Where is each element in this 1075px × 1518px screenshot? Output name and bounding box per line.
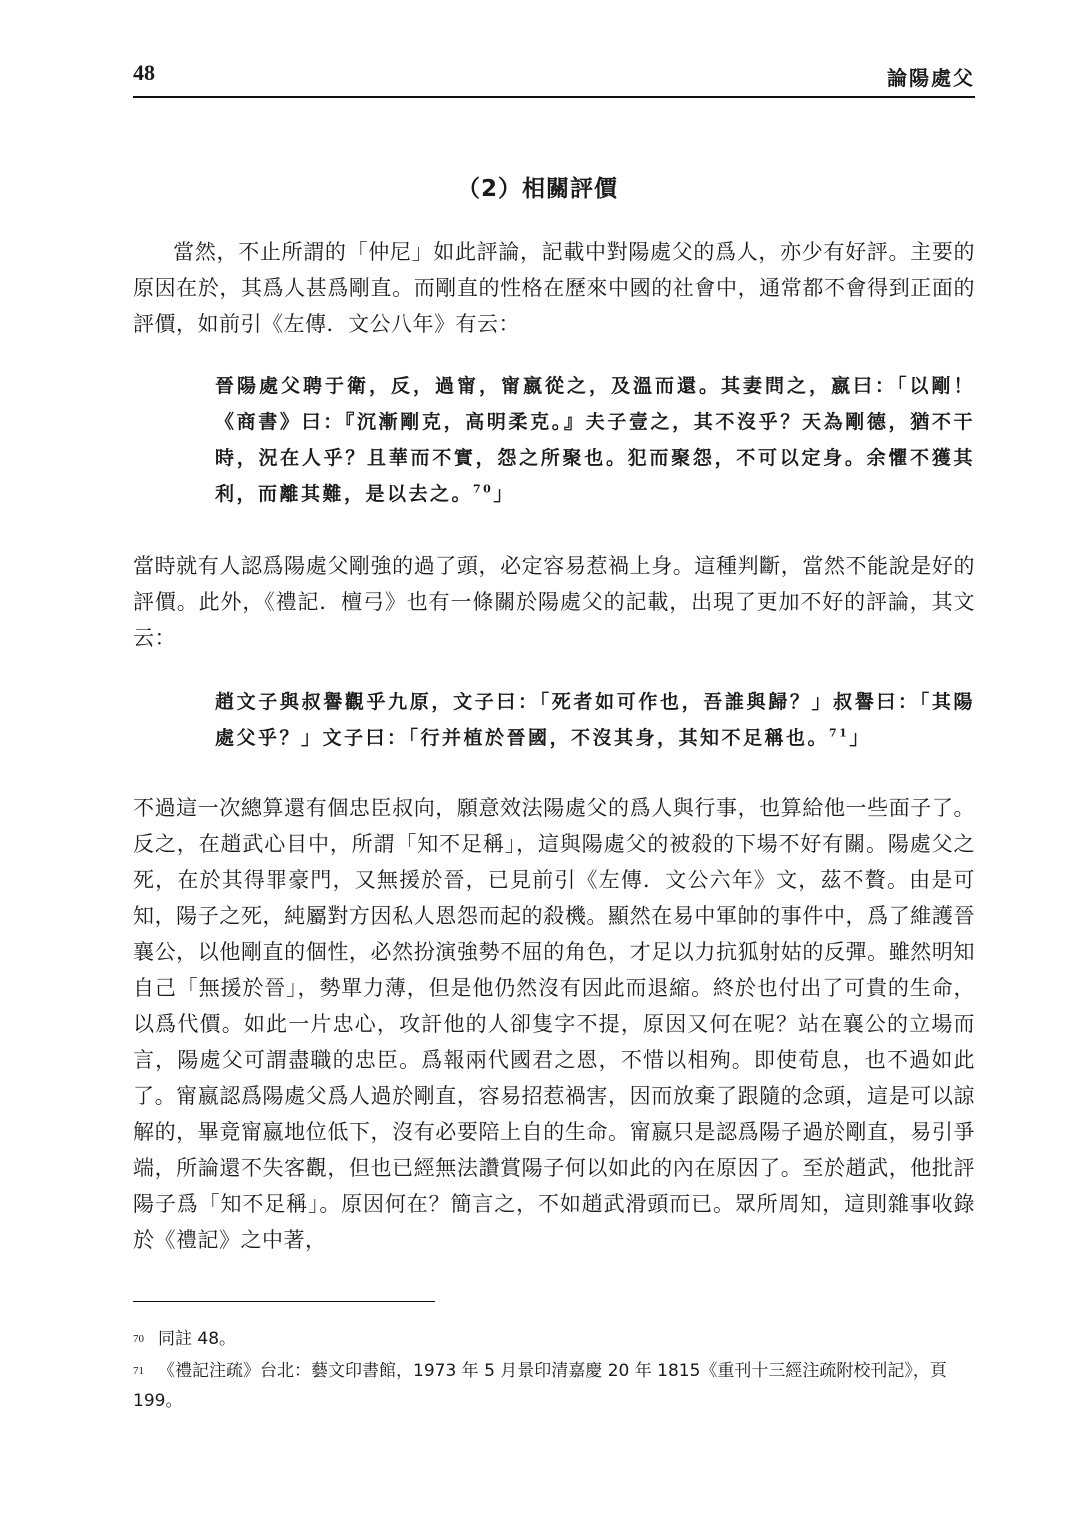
paragraph-1 bbox=[133, 234, 975, 342]
footnote-mark: 70 bbox=[133, 1333, 144, 1345]
page-number: 48 bbox=[133, 60, 155, 85]
footnote-separator bbox=[133, 1301, 435, 1302]
page-header bbox=[133, 60, 975, 90]
block-quote-1-text: 晉陽處父聘于衛，反，過甯，甯嬴從之，及溫而還。其妻問之，嬴曰：「以剛！《商書》曰：『沉漸剛克，高明柔克。』夫子壹之，其不沒乎？天為剛德，猶不干時，況在人乎？且華而不實，怨之所聚也。犯而聚怨，不可以定身。余懼不獲其利，而離其難，是以去之。 bbox=[215, 375, 975, 505]
footnote-71 bbox=[133, 1356, 975, 1416]
block-quote-2 bbox=[215, 684, 975, 756]
section-title: （2）相關評價 bbox=[456, 176, 618, 202]
block-quote-1-end: 」 bbox=[493, 483, 515, 505]
footnote-ref-71[interactable]: 71 bbox=[829, 726, 850, 740]
running-title: 論陽處父 bbox=[887, 66, 975, 90]
footnote-text: 《禮記注疏》台北：藝文印書館，1973 年 5 月景印清嘉慶 20 年 1815《重刊十三經注疏附校刊記》，頁 199。 bbox=[133, 1361, 947, 1411]
block-quote-1 bbox=[215, 368, 975, 512]
footnote-text: 同註 48。 bbox=[158, 1329, 237, 1349]
paragraph-2 bbox=[133, 548, 975, 656]
block-quote-2-end: 」 bbox=[849, 727, 871, 749]
footnote-ref-70[interactable]: 70 bbox=[473, 482, 494, 496]
paragraph-1-text: 當然，不止所謂的「仲尼」如此評論，記載中對陽處父的爲人，亦少有好評。主要的原因在於，其爲人甚爲剛直。而剛直的性格在歷來中國的社會中，通常都不會得到正面的評價，如前引《左傳．文公八年》有云： bbox=[133, 240, 975, 336]
footnote-mark: 71 bbox=[133, 1365, 144, 1377]
footnote-70 bbox=[133, 1324, 975, 1354]
header-rule bbox=[133, 96, 975, 98]
block-quote-2-text: 趙文子與叔譽觀乎九原，文子曰：「死者如可作也，吾誰與歸？」叔譽曰：「其陽處父乎？」文子曰：「行并植於晉國，不沒其身，其知不足稱也。 bbox=[215, 691, 975, 749]
paragraph-3-text: 不過這一次總算還有個忠臣叔向，願意效法陽處父的爲人與行事，也算給他一些面子了。反之，在趙武心目中，所謂「知不足稱」，這與陽處父的被殺的下場不好有關。陽處父之死，在於其得罪豪門，又無援於晉，已見前引《左傳．文公六年》文，茲不贅。由是可知，陽子之死，純屬對方因私人恩怨而起的殺機。顯然在易中軍帥的事件中，爲了維護晉襄公，以他剛直的個性，必然扮演強勢不屈的角色，才足以力抗狐射姑的反彈。雖然明知自己「無援於晉」，勢單力薄，但是他仍然沒有因此而退縮。終於也付出了可貴的生命，以爲代價。如此一片忠心，攻訐他的人卻隻字不提，原因又何在呢？站在襄公的立場而言，陽處父可謂盡職的忠臣。爲報兩代國君之恩，不惜以相殉。即使荀息，也不過如此了。甯嬴認爲陽處父爲人過於剛直，容易招惹禍害，因而放棄了跟隨的念頭，這是可以諒解的，畢竟甯嬴地位低下，沒有必要陪上自的生命。甯嬴只是認爲陽子過於剛直，易引爭端，所論還不失客觀，但也已經無法讚賞陽子何以如此的內在原因了。至於趙武，他批評陽子爲「知不足稱」。原因何在？簡言之，不如趙武滑頭而已。眾所周知，這則雜事收錄於《禮記》之中著， bbox=[133, 796, 975, 1252]
paragraph-2-text: 當時就有人認爲陽處父剛強的過了頭，必定容易惹禍上身。這種判斷，當然不能說是好的評價。此外，《禮記．檀弓》也有一條關於陽處父的記載，出現了更加不好的評論，其文云： bbox=[133, 554, 975, 650]
paragraph-3 bbox=[133, 790, 975, 1258]
